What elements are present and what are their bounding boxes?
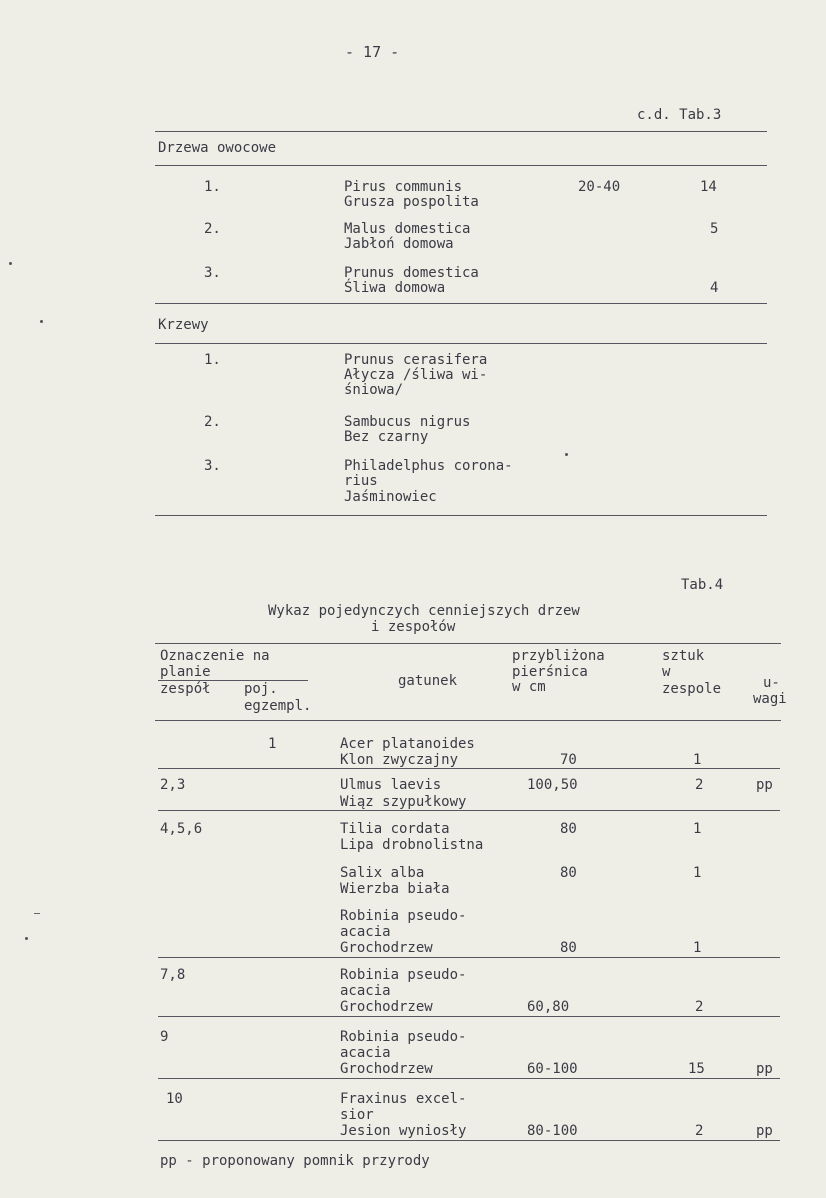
row-rule [158,957,780,958]
scan-speck [25,937,28,940]
species-line: Wierzba biała [340,881,450,897]
scan-speck [9,262,12,265]
species-line: Jaśminowiec [344,489,437,505]
count-value: 4 [710,280,719,296]
row-count: 1 [693,940,702,956]
header-count-3: zespole [662,681,722,697]
girth-value: 20-40 [578,179,621,195]
row-rule [158,1016,780,1017]
table3-section-rule [155,303,767,304]
row-girth: 60,80 [527,999,570,1015]
header-designation: Oznaczenie na [160,648,270,664]
scan-speck [40,320,43,323]
header-notes-2: wagi [753,691,787,707]
species-line: Lipa drobnolistna [340,837,484,853]
row-count: 2 [695,999,704,1015]
header-notes-1: u- [763,675,780,691]
row-girth: 80-100 [527,1123,578,1139]
row-girth: 60-100 [527,1061,578,1077]
row-rule [158,768,780,769]
species-line: Robinia pseudo- [340,908,467,924]
species-line: acacia [340,983,391,999]
row-girth: 80 [560,821,577,837]
species-line: Grochodrzew [340,940,433,956]
scan-speck [34,913,40,914]
row-number: 2. [204,414,221,430]
row-notes: pp [756,1123,773,1139]
header-count-1: sztuk [662,648,705,664]
species-line: Robinia pseudo- [340,967,467,983]
row-notes: pp [756,777,773,793]
species-line: acacia [340,1045,391,1061]
species-line: Ałycza /śliwa wi- [344,367,488,383]
row-count: 2 [695,1123,704,1139]
species-line: Jesion wyniosły [340,1123,467,1139]
species-line: Bez czarny [344,429,429,445]
species-line: Ulmus laevis [340,777,442,793]
row-count: 1 [693,821,702,837]
species-line: Grochodrzew [340,1061,433,1077]
row-girth: 80 [560,865,577,881]
row-rule [158,810,780,811]
table4-bottom-rule [158,1140,780,1141]
row-girth: 80 [560,940,577,956]
count-value: 14 [700,179,717,195]
species-line: Philadelphus corona- [344,458,513,474]
table3-top-rule [155,131,767,132]
header-species: gatunek [398,673,458,689]
table4-footnote: pp - proponowany pomnik przyrody [160,1153,430,1169]
row-number: 1. [204,179,221,195]
row-group: 2,3 [160,777,186,793]
row-number: 2. [204,221,221,237]
species-latin: Malus domestica [344,221,471,237]
species-line: Wiąz szypułkowy [340,794,467,810]
species-polish: Grusza pospolita [344,194,479,210]
table3-continuation-label: c.d. Tab.3 [637,107,722,123]
species-polish: Śliwa domowa [344,280,446,296]
header-designation-2: planie [160,664,211,680]
header-count-2: w [662,664,671,680]
header-girth-1: przybliżona [512,648,605,664]
header-single-2: egzempl. [244,698,312,714]
row-group: 7,8 [160,967,186,983]
row-group: 10 [166,1091,183,1107]
table4-header-rule [155,720,781,721]
page-number: - 17 - [345,43,400,61]
table3-bottom-rule [155,515,767,516]
table4-title-line2: i zespołów [371,619,456,635]
table4-label: Tab.4 [681,577,724,593]
species-line: rius [344,473,378,489]
species-line: sior [340,1107,374,1123]
species-line: śniowa/ [344,382,404,398]
row-rule [158,1078,780,1079]
row-count: 15 [688,1061,705,1077]
header-single: poj. [244,681,278,697]
species-line: Prunus cerasifera [344,352,488,368]
header-girth-3: w cm [512,679,546,695]
species-line: Klon zwyczajny [340,752,459,768]
row-girth: 70 [560,752,577,768]
species-line: Acer platanoides [340,736,475,752]
table3-section-rule [155,165,767,166]
row-notes: pp [756,1061,773,1077]
species-line: Sambucus nigrus [344,414,471,430]
row-number: 1. [204,352,221,368]
species-line: Fraxinus excel- [340,1091,467,1107]
table3-section-rule [155,343,767,344]
row-count: 1 [693,752,702,768]
table4-top-rule [155,643,781,644]
header-girth-2: pierśnica [512,664,588,680]
row-group: 9 [160,1029,169,1045]
species-polish: Jabłoń domowa [344,236,454,252]
count-value: 5 [710,221,719,237]
species-line: Robinia pseudo- [340,1029,467,1045]
header-group: zespół [160,681,211,697]
species-line: Tilia cordata [340,821,450,837]
table3-section-title-shrubs: Krzewy [158,317,209,333]
row-single: 1 [268,736,277,752]
scan-speck [565,453,568,456]
row-girth: 100,50 [527,777,578,793]
species-line: Grochodrzew [340,999,433,1015]
table3-section-title-fruit-trees: Drzewa owocowe [158,140,277,156]
species-latin: Pirus communis [344,179,463,195]
species-line: Salix alba [340,865,425,881]
row-number: 3. [204,458,221,474]
row-count: 1 [693,865,702,881]
species-latin: Prunus domestica [344,265,479,281]
species-line: acacia [340,924,391,940]
row-group: 4,5,6 [160,821,203,837]
row-count: 2 [695,777,704,793]
table4-title: Wykaz pojedynczych cenniejszych drzew [268,603,580,619]
row-number: 3. [204,265,221,281]
